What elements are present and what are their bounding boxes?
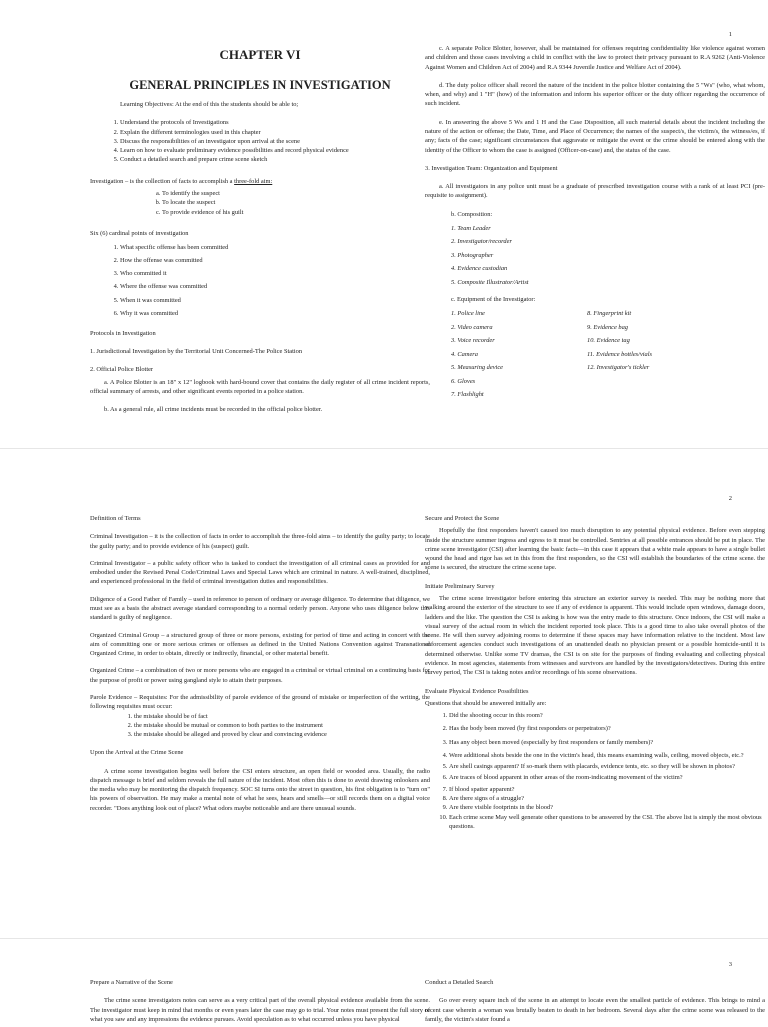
narrative-text: The crime scene investigators notes can serve as a very critical part of the overall physical evidence available from the scene. The investigator must keep in mind that months or even years later the case may go to trial. Your notes must present the full story of what you saw and any impressions the evidence pursues. Avoid speculation as to what occurred unless you have physical [90, 997, 430, 1023]
term-definition: – used in reference to person of ordinary or average diligence. To determine that diligence, we must see as a basis the abstract average standard corresponding to a normal orderly person. Anyone who uses diligence below this standard is guilty of negligence. [90, 595, 430, 622]
investigation-definition-text: Investigation – is the collection of facts to accomplish a [90, 177, 235, 185]
question-item: 9. Are there visible footprints in the blood? [449, 803, 765, 812]
equipment-item: 10. Evidence tag [587, 337, 630, 345]
three-fold-aim: three-fold aim: [234, 177, 273, 185]
equipment-item: 6. Gloves [451, 377, 476, 385]
secure-title: Secure and Protect the Scene [425, 515, 500, 522]
objective-item: 2. Explain the different terminologies used in this chapter [120, 128, 430, 137]
aim-item: a. To identify the suspect [162, 189, 430, 198]
blotter-a: a. A Police Blotter is an 18" x 12" logbook with hard-bound cover that contains the daily register of all crime incident reports, official summary of arrests, and other significant events reported in a police station. [90, 378, 430, 395]
chapter-title: GENERAL PRINCIPLES IN INVESTIGATION [129, 78, 391, 92]
requisite-item: 3. the mistake should be alleged and proved by clear and convincing evidence [134, 730, 430, 739]
page-1 [0, 0, 768, 414]
term: Criminal Investigator [90, 559, 146, 567]
objective-item: 1. Understand the protocols of Investigations [120, 118, 430, 127]
page-number: 2 [728, 495, 732, 502]
cardinal-point: 1. What specific offense has been committed [120, 241, 430, 254]
protocol-2: 2. Official Police Blotter [90, 366, 154, 374]
objective-item: 5. Conduct a detailed search and prepare crime scene sketch [120, 155, 430, 164]
cardinal-point: 6. Why it was committed [120, 307, 430, 320]
blotter-b: b. As a general rule, all crime incidents must be recorded in the official police blotter. [104, 406, 323, 414]
term-definition: – a combination of two or more persons who are engaged in a criminal or virtual criminal on a continuing basis for the purpose of profit or power using gangland style to attain their purposes. [90, 667, 430, 684]
search-title: Conduct a Detailed Search [425, 979, 494, 986]
cardinal-point: 4. Where the offense was committed [120, 280, 430, 293]
objectives-list [90, 118, 430, 164]
chapter-heading: CHAPTER VI [219, 47, 301, 62]
blotter-d: d. The duty police officer shall record the nature of the incident in the police blotter containing the 5 "Ws" (who, what whom, when, and why) and 1 "H" (how) of the information and inform his superior officer or the duty officer regarding the occurrence of such incident. [425, 81, 765, 108]
cardinal-point: 3. Who committed it [120, 267, 430, 280]
term-definition: – Requisites: For the admissibility of parole evidence of the ground of mistake or imperfection of the writing, the following requisites must occur: [90, 693, 430, 711]
definition-diligence [90, 595, 430, 623]
composition-item: 2. Investigator/recorder [451, 238, 512, 246]
requisite-item: 2. the mistake should be mutual or common to both parties to the instrument [134, 721, 430, 730]
secure-text: Hopefully the first responders haven't caused too much disruption to any potential physical evidence. Before even stepping inside the structure summer ingress and egress to it must be controlled. Sentries at all possible entrances should be put in place. The crime scene investigator (CSI) after learning the basic facts—in this case it appears that a white male appears to have a single bullet wound the head and rigor has set in this from the first responders, so the CSI will establish the boundaries of the crime scene. the scene is secured, the structure the crime scene tape. [425, 527, 765, 572]
cardinal-point: 2. How the offense was committed [120, 254, 430, 267]
equipment-item: 11. Evidence bottles/vials [587, 350, 653, 358]
arrival-title: Upon the Arrival at the Crime Scene [90, 749, 184, 757]
page-number: 1 [728, 31, 732, 38]
arrival-text: A crime scene investigation begins well before the CSI enters structure, an open field or wooded area. Usually, the radio dispatch message is brief and seldom reveals the full nature of the incident. Most often this is done to avoid drawing onlookers and the media who may be monitoring the dispatch frequency. SOC SI turns onto the street in question, his first obligation is to "turn on" his powers of observation. He may make a mental note of what he sees, hears and smells—or still records them on a digital voice recorder. "Does anything look out of place? What odors maybe noticeable and are there unusual sounds. [90, 767, 430, 812]
page-1-right-column [425, 44, 765, 402]
initiate-title: Initiate Preliminary Survey [425, 582, 495, 590]
page-2-left-column [90, 514, 430, 816]
cardinal-point: 5. When it was committed [120, 294, 430, 307]
equipment-item: 1. Police line [451, 310, 485, 318]
team-a: a. All investigators in any police unit must be a graduate of prescribed investigation course with a rank of at least PCI (pre-requisite to assignment). [425, 183, 765, 200]
question-item: 1. Did the shooting occur in this room? [449, 711, 765, 720]
objective-item: 3. Discuss the responsibilities of an investigator upon arrival at the scene [120, 137, 430, 146]
equipment-grid [425, 307, 765, 401]
protocol-1: 1. Jurisdictional Investigation by the Territorial Unit Concerned-The Police Station [90, 348, 303, 356]
page-2-right-column [425, 514, 765, 834]
definition-criminal-investigation [90, 532, 430, 551]
definition-organized-crime [90, 666, 430, 685]
page-3-right-column [425, 978, 765, 1027]
aim-item: b. To locate the suspect [162, 198, 430, 207]
equipment-item: 5. Measuring device [451, 364, 503, 372]
term: Organized Criminal Group [90, 631, 160, 639]
protocols-title: Protocols in Investigation [90, 329, 156, 337]
parole-requisites [90, 712, 430, 740]
term-definition: – it is the collection of facts in order to accomplish the three-fold aims – to identify the guilty party; to locate the guilty party; and to provide evidence of his (suspect) guilt. [90, 533, 431, 550]
page-2 [0, 490, 768, 900]
initiate-text: The crime scene investigator before entering this structure an exterior survey is needed. This may be nothing more that walking around the exterior of the structure to see if any of evidence is apparent. This would include open windows, damage doors, ladders and the like. The question the CSI is asking is how was the entry made to this structure. Once indoors, the CSI will make a visual survey of the actual room in which the incident reported took place. This is a good time to also take overall photos of the scene. He will then survey adjoining rooms to determine if these spaces may have information relative to the incident. Most law enforcement agencies conduct such investigations of an unattended death no physician present or a possible homicide-until it is determined otherwise. Unlike some TV dramas, the CSI is on site for the purposes of finding evaluating and collecting physical evidence. In most agencies, statements from witnesses and survivors are handled by the investigators/detectives. During this entire survey period, The CSI is taking notes and/or recordings of his scene observations. [425, 594, 765, 677]
equipment-item: 3. Voice recorder [451, 337, 495, 345]
question-item: 5. Are shell casings apparent? If so-mark them with placards, evidence tents, etc. so they will be shown in photos? [449, 762, 765, 771]
term-definition: – a public safety officer who is tasked to conduct the investigation of all criminal cases as provided for and embodied under the Revised Penal Code/Criminal Laws and Special Laws which are criminal in nature. A well-trained, disciplined, and experienced professional in the field of criminal investigation duties and responsibilities. [90, 559, 430, 586]
investigation-definition [90, 177, 430, 186]
question-item: 2. Has the body been moved (by first responders or perpetrators)? [449, 724, 765, 733]
objective-item: 4. Learn on how to evaluate preliminary evidence possibilities and record physical evidence [120, 146, 430, 155]
cardinal-points-list [90, 241, 430, 320]
equipment-item: 2. Video camera [451, 323, 493, 331]
question-item: 4. Were additional shots beside the one in the victim's head, this means examining walls, ceiling, moved objects, etc.? [449, 751, 765, 760]
blotter-e: e. In answering the above 5 Ws and 1 H and the Case Disposition, all such material details about the incident including the nature of the action or offense; the Date, Time, and Place of Occurrence; the names of the suspect/s, the victim/s, the witness/es, if any; facts of the case; significant circumstances that aggravate or mitigate the event or the crime should be entered along with the identity of the Officer to whom the case is assigned (Officer-on-case) and, the status of the case. [425, 118, 765, 154]
question-item: 8. Are there signs of a struggle? [449, 794, 765, 803]
term: Criminal Investigation [90, 533, 148, 541]
composition-list [425, 222, 765, 289]
definition-title: Definition of Terms [90, 515, 141, 522]
composition-item: 1. Team Leader [451, 224, 491, 232]
definition-parole-evidence [90, 693, 430, 712]
term: Diligence of a Good Father of Family [90, 595, 187, 603]
equipment-right-column [587, 307, 717, 401]
aim-item: c. To provide evidence of his guilt [162, 208, 430, 217]
page-3 [0, 952, 768, 1024]
composition-item: 4. Evidence custodian [451, 265, 508, 273]
equipment-item: 9. Evidence bag [587, 323, 628, 331]
term: Parole Evidence [90, 693, 133, 701]
equipment-item: 8. Fingerprint kit [587, 310, 632, 318]
equipment-title: c. Equipment of the Investigator: [451, 296, 536, 304]
composition-item: 5. Composite Illustrator/Artist [451, 278, 529, 286]
evaluate-title: Evaluate Physical Evidence Possibilities [425, 687, 529, 695]
equipment-item: 4. Camera [451, 350, 478, 358]
aims-list [142, 189, 430, 217]
equipment-left-column [451, 307, 587, 401]
requisite-item: 1. the mistake should be of fact [134, 712, 430, 721]
objectives-intro: Learning Objectives: At the end of this the students should be able to; [120, 101, 299, 108]
questions-intro: Questions that should be answered initially are: [425, 699, 547, 707]
narrative-title: Prepare a Narrative of the Scene [90, 979, 173, 986]
term-definition: – a structured group of three or more persons, existing for period of time and acting in concert with the aim of committing one or more serious crimes or offenses as defined in the United Nations Convention against Transnational Organized Crime, in order to obtain, directly or indirectly, financial, or other material benefit. [90, 631, 430, 658]
questions-list [425, 711, 765, 831]
equipment-item: 7. Flashlight [451, 391, 484, 399]
team-title: 3. Investigation Team: Organization and Equipment [425, 164, 558, 172]
blotter-c: c. A separate Police Blotter, however, shall be maintained for offenses requiring confidentiality like violence against women and children and those cases involving a child in conflict with the law to protect their privacy pursuant to R.A 9262 (Anti-Violence Against Women and Children Act of 2004) and R.A 9344 Juvenile Justice and Welfare Act of 2004). [425, 45, 765, 71]
term: Organized Crime [90, 667, 135, 675]
page-divider [0, 448, 768, 449]
question-item: 6. Are traces of blood apparent in other areas of the room-indicating movement of the victim? [449, 773, 765, 782]
definition-criminal-investigator [90, 559, 430, 587]
equipment-item: 12. Investigator's tickler [587, 364, 650, 372]
page-1-left-column [90, 100, 430, 418]
cardinal-points-title: Six (6) cardinal points of investigation [90, 229, 189, 237]
page-divider [0, 938, 768, 939]
search-text: Go over every square inch of the scene in an attempt to locate even the smallest particle of evidence. This brings to mind a recent case wherein a woman was brutally beaten to death in her bedroom. Several days after the crime scene was released to the family, the victim's sister found a [425, 997, 765, 1023]
composition-title: b. Composition: [451, 210, 493, 218]
definition-organized-criminal-group [90, 631, 430, 659]
page-number: 3 [728, 961, 732, 968]
question-item: 3. Has any object been moved (especially by first responders or family members)? [449, 738, 765, 747]
page-3-left-column [90, 978, 430, 1027]
composition-item: 3. Photographer [451, 251, 494, 259]
question-item: 7. If blood spatter apparent? [449, 785, 765, 794]
question-item: 10. Each crime scene May well generate other questions to be answered by the CSI. The above list is simply the most obvious questions. [449, 813, 765, 832]
